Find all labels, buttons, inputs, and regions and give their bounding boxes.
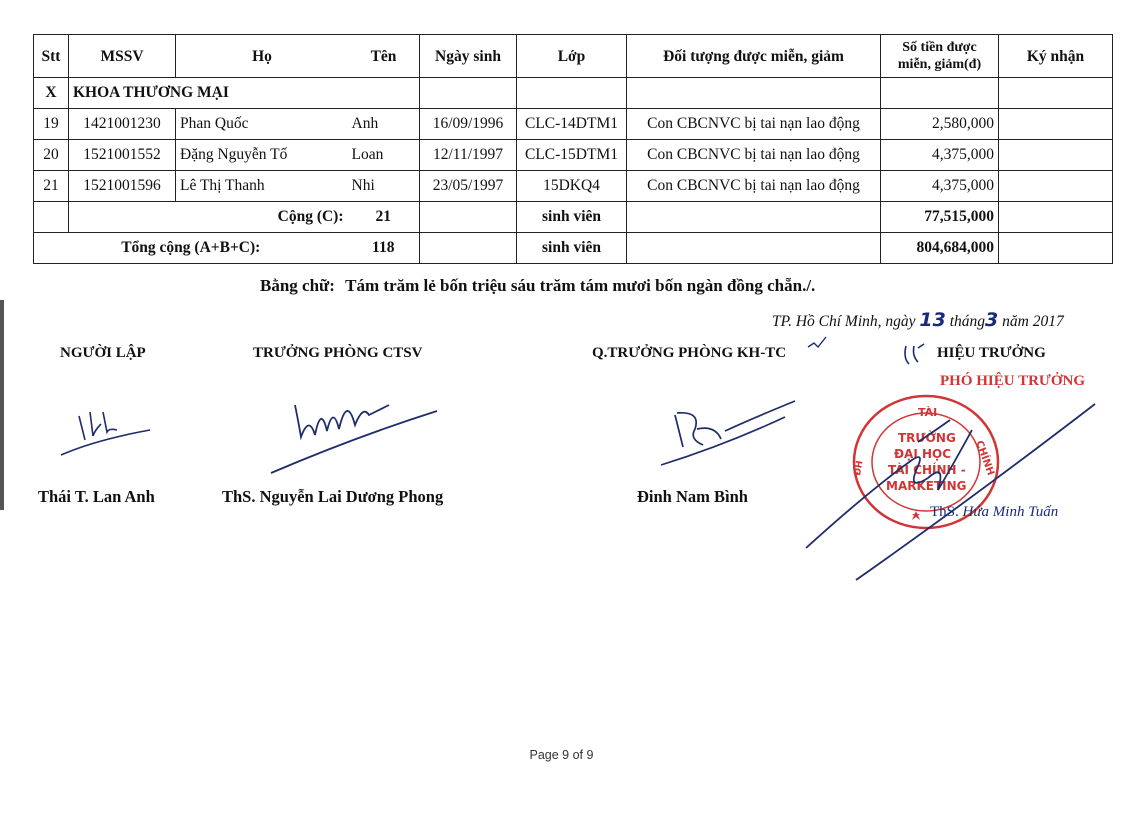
grand-total-label: Tổng cộng (A+B+C): bbox=[34, 233, 348, 264]
cell-lop: 15DKQ4 bbox=[517, 171, 627, 202]
grand-total-amount: 804,684,000 bbox=[881, 233, 999, 264]
cell-so-tien: 2,580,000 bbox=[881, 109, 999, 140]
cell-doi-tuong: Con CBCNVC bị tai nạn lao động bbox=[627, 109, 881, 140]
cell-mssv: 1421001230 bbox=[69, 109, 176, 140]
svg-text:ĐH: ĐH bbox=[853, 459, 866, 477]
header-ten: Tên bbox=[370, 47, 397, 65]
header-ky-nhan: Ký nhận bbox=[999, 35, 1113, 78]
cell-ten: Anh bbox=[348, 109, 420, 140]
stamp-signer-prefix: ThS. bbox=[930, 504, 959, 520]
section-row bbox=[34, 78, 1113, 109]
role-nguoi-lap: NGƯỜI LẬP bbox=[60, 345, 146, 361]
cell-ho: Đặng Nguyễn Tố bbox=[176, 140, 348, 171]
handwritten-day: 13 bbox=[919, 309, 946, 331]
student-fee-exemption-table bbox=[33, 34, 1113, 264]
subtotal-unit: sinh viên bbox=[517, 202, 627, 233]
stamp-signer-name: Hứa Minh Tuấn bbox=[962, 504, 1059, 520]
cell-mssv: 1521001552 bbox=[69, 140, 176, 171]
cell-lop: CLC-14DTM1 bbox=[517, 109, 627, 140]
signature-hieu-truong bbox=[800, 400, 1105, 585]
stamp-signer bbox=[930, 504, 1058, 521]
svg-text:TÀI CHÍNH -: TÀI CHÍNH - bbox=[888, 463, 966, 477]
table-row bbox=[34, 109, 1113, 140]
subtotal-label: Cộng (C): bbox=[69, 202, 348, 233]
handwritten-month: 3 bbox=[985, 309, 999, 331]
page-number: Page 9 of 9 bbox=[529, 748, 594, 762]
amount-in-words-label: Bằng chữ: bbox=[260, 276, 335, 295]
check-mark bbox=[806, 335, 830, 355]
cell-stt: 21 bbox=[34, 171, 69, 202]
svg-text:MARKETING: MARKETING bbox=[886, 479, 967, 493]
signer-truong-phong-khtc: Đinh Nam Bình bbox=[637, 487, 748, 506]
svg-text:TÀI: TÀI bbox=[918, 406, 938, 419]
place-date-line bbox=[772, 309, 1064, 331]
subtotal-amount: 77,515,000 bbox=[881, 202, 999, 233]
subtotal-row bbox=[34, 202, 1113, 233]
month-label: tháng bbox=[949, 313, 986, 330]
svg-text:ĐẠI HỌC: ĐẠI HỌC bbox=[894, 447, 952, 461]
section-code: X bbox=[34, 78, 69, 109]
signature-truong-phong-ctsv bbox=[265, 375, 445, 480]
table-header-row bbox=[34, 35, 1113, 78]
cell-ngay-sinh: 12/11/1997 bbox=[420, 140, 517, 171]
cell-mssv: 1521001596 bbox=[69, 171, 176, 202]
header-lop: Lớp bbox=[517, 35, 627, 78]
role-truong-phong-ctsv: TRƯỞNG PHÒNG CTSV bbox=[253, 345, 423, 361]
cell-ky-nhan bbox=[999, 109, 1113, 140]
cell-ngay-sinh: 16/09/1996 bbox=[420, 109, 517, 140]
scan-edge-mark bbox=[0, 300, 4, 510]
header-ngay-sinh: Ngày sinh bbox=[420, 35, 517, 78]
svg-text:TRƯỜNG: TRƯỜNG bbox=[898, 431, 956, 445]
table-row bbox=[34, 171, 1113, 202]
header-so-tien-line1: Số tiền được bbox=[902, 40, 977, 55]
header-ho: Họ bbox=[252, 47, 272, 65]
cell-ho: Phan Quốc bbox=[176, 109, 348, 140]
grand-total-count: 118 bbox=[348, 233, 420, 264]
header-so-tien-line2: miễn, giảm(đ) bbox=[897, 57, 982, 72]
signer-truong-phong-ctsv: ThS. Nguyễn Lai Dương Phong bbox=[222, 487, 444, 506]
header-mssv: MSSV bbox=[69, 35, 176, 78]
deputy-title: PHÓ HIỆU TRƯỞNG bbox=[940, 373, 1086, 389]
header-ho-ten bbox=[176, 35, 420, 78]
role-hieu-truong: HIỆU TRƯỞNG bbox=[937, 345, 1046, 361]
cell-ky-nhan bbox=[999, 171, 1113, 202]
cell-doi-tuong: Con CBCNVC bị tai nạn lao động bbox=[627, 171, 881, 202]
cell-stt: 20 bbox=[34, 140, 69, 171]
cell-ten: Loan bbox=[348, 140, 420, 171]
header-doi-tuong: Đối tượng được miễn, giảm bbox=[627, 35, 881, 78]
initial-mark bbox=[900, 340, 930, 370]
section-name: KHOA THƯƠNG MẠI bbox=[69, 78, 348, 109]
cell-ngay-sinh: 23/05/1997 bbox=[420, 171, 517, 202]
cell-so-tien: 4,375,000 bbox=[881, 140, 999, 171]
grand-total-unit: sinh viên bbox=[517, 233, 627, 264]
subtotal-count: 21 bbox=[348, 202, 420, 233]
place-date-prefix: TP. Hồ Chí Minh, ngày bbox=[772, 313, 916, 330]
cell-ho: Lê Thị Thanh bbox=[176, 171, 348, 202]
role-truong-phong-khtc: Q.TRƯỞNG PHÒNG KH-TC bbox=[592, 345, 787, 361]
amount-in-words-text: Tám trăm lẻ bốn triệu sáu trăm tám mươi bốn ngàn đồng chẵn./. bbox=[345, 276, 816, 295]
amount-in-words bbox=[260, 276, 815, 296]
grand-total-row bbox=[34, 233, 1113, 264]
cell-doi-tuong: Con CBCNVC bị tai nạn lao động bbox=[627, 140, 881, 171]
table-row bbox=[34, 140, 1113, 171]
cell-lop: CLC-15DTM1 bbox=[517, 140, 627, 171]
cell-ky-nhan bbox=[999, 140, 1113, 171]
svg-text:CHÍNH: CHÍNH bbox=[973, 439, 996, 478]
cell-ten: Nhi bbox=[348, 171, 420, 202]
header-so-tien bbox=[881, 35, 999, 78]
cell-stt: 19 bbox=[34, 109, 69, 140]
signature-truong-phong-khtc bbox=[655, 395, 805, 475]
year-text: năm 2017 bbox=[1002, 313, 1064, 330]
signature-nguoi-lap bbox=[55, 400, 155, 465]
signer-nguoi-lap: Thái T. Lan Anh bbox=[38, 487, 155, 506]
header-stt: Stt bbox=[34, 35, 69, 78]
cell-so-tien: 4,375,000 bbox=[881, 171, 999, 202]
